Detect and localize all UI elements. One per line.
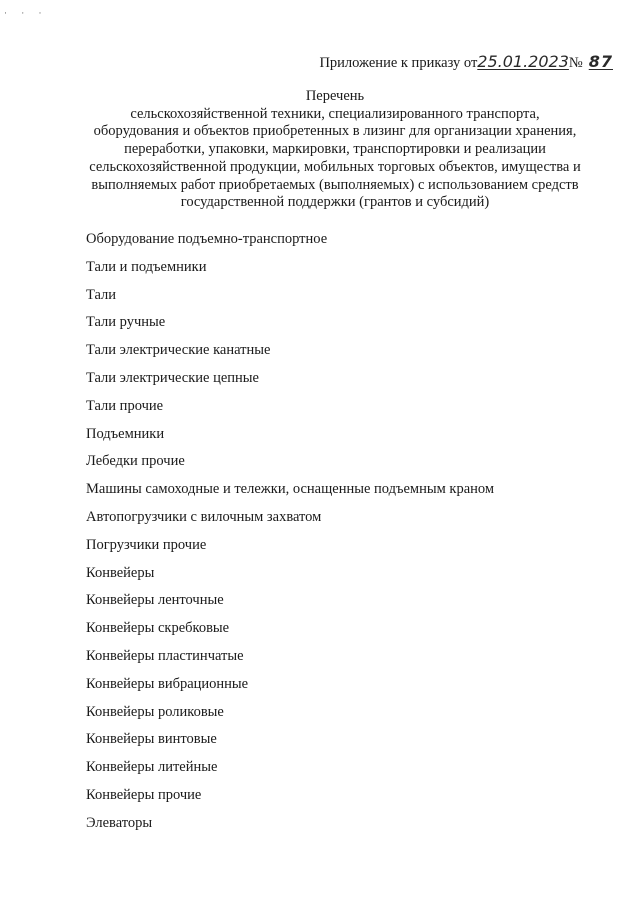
list-item: Конвейеры пластинчатые xyxy=(86,647,244,664)
list-item: Конвейеры скребковые xyxy=(86,620,230,637)
list-item: Элеваторы xyxy=(86,814,153,831)
document-title: Перечень xyxy=(305,88,365,104)
list-item: Конвейеры роликовые xyxy=(86,703,224,720)
description-line: оборудования и объектов приобретенных в лизинг для организации хранения, xyxy=(93,123,577,140)
list-item: Конвейеры ленточные xyxy=(86,592,224,609)
list-item: Конвейеры вибрационные xyxy=(86,675,249,692)
number-sign: № xyxy=(568,55,583,71)
description-line: сельскохозяйственной продукции, мобильных торговых объектов, имущества и xyxy=(89,158,581,175)
list-item: Тали и подъемники xyxy=(86,258,207,275)
handwritten-number: 87 xyxy=(588,52,613,71)
list-item: Лебедки прочие xyxy=(86,453,185,470)
list-item: Конвейеры литейные xyxy=(86,759,218,776)
list-item: Конвейеры xyxy=(86,564,155,581)
list-item: Тали прочие xyxy=(86,397,164,414)
appendix-header xyxy=(319,52,613,72)
list-item: Погрузчики прочие xyxy=(86,536,207,553)
list-item: Тали электрические канатные xyxy=(86,342,271,359)
list-item: Подъемники xyxy=(86,425,165,442)
appendix-prefix: Приложение к приказу от xyxy=(319,55,478,71)
document-title-block xyxy=(60,88,610,212)
description-line: выполняемых работ приобретаемых (выполняемых) с использованием средств xyxy=(91,176,579,193)
list-item: Оборудование подъемно-транспортное xyxy=(86,231,328,247)
equipment-list xyxy=(86,228,606,840)
description-line: сельскохозяйственной техники, специализированного транспорта, xyxy=(130,105,540,122)
list-item: Тали xyxy=(86,286,117,303)
description-line: переработки, упаковки, маркировки, транспортировки и реализации xyxy=(124,141,546,158)
list-item: Машины самоходные и тележки, оснащенные подъемным краном xyxy=(86,481,495,498)
list-item: Тали электрические цепные xyxy=(86,369,259,386)
list-item: Тали ручные xyxy=(86,314,166,331)
list-item: Конвейеры винтовые xyxy=(86,731,217,748)
scan-artifact: · · · xyxy=(4,8,48,18)
description-line: государственной поддержки (грантов и субсидий) xyxy=(180,194,490,211)
list-item: Автопогрузчики с вилочным захватом xyxy=(86,508,322,525)
handwritten-date: 25.01.2023 xyxy=(477,52,569,71)
list-item: Конвейеры прочие xyxy=(86,786,202,803)
